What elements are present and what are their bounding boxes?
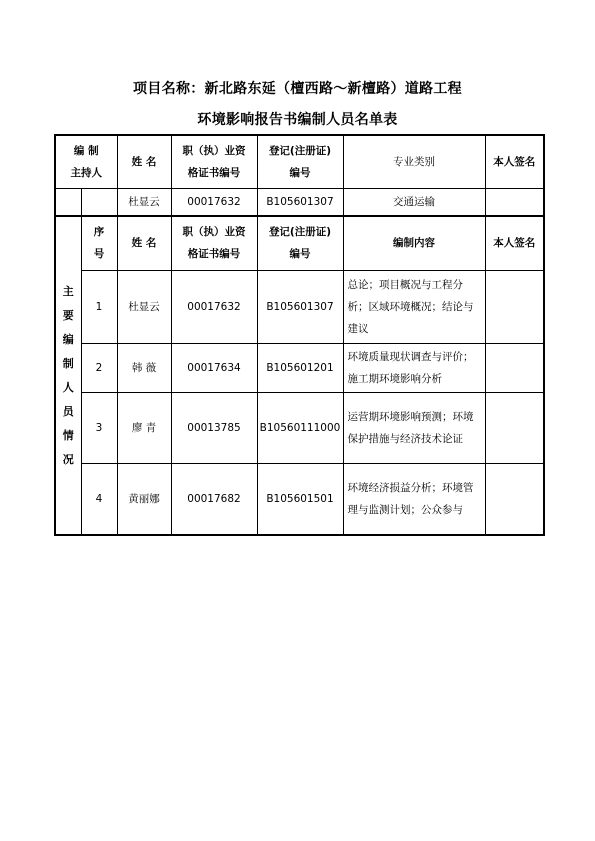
- host-signature: [485, 188, 544, 216]
- side-char: 人: [62, 380, 74, 394]
- staff-header-cert-line2: 格证书编号: [187, 248, 241, 261]
- staff-no: 1: [81, 270, 117, 343]
- staff-header-no: [81, 216, 117, 270]
- host-header-cert-line2: 格证书编号: [187, 166, 241, 179]
- staff-name: 廖 青: [117, 392, 171, 463]
- staff-header-no-line1: 序: [93, 226, 105, 239]
- staff-content: 环境质量现状调查与评价；施工期环境影响分析: [343, 343, 485, 392]
- staff-content: 环境经济损益分析；环境管理与监测计划；公众参与: [343, 463, 485, 535]
- staff-content: 运营期环境影响预测；环境保护措施与经济技术论证: [343, 392, 485, 463]
- side-char: 情: [62, 428, 74, 442]
- staff-name: 杜显云: [117, 270, 171, 343]
- staff-signature: [485, 463, 544, 535]
- table-row: [55, 392, 544, 463]
- host-header-reg: [257, 135, 343, 188]
- side-char: 主: [62, 284, 74, 298]
- host-label-line1: 编 制: [73, 144, 99, 157]
- staff-no: 3: [81, 392, 117, 463]
- host-header-reg-line1: 登记(注册证): [268, 144, 332, 157]
- staff-cert: 00017634: [171, 343, 257, 392]
- staff-cert: 00013785: [171, 392, 257, 463]
- staff-cert: 00017682: [171, 463, 257, 535]
- staff-header-reg: [257, 216, 343, 270]
- staff-content: 总论；项目概况与工程分析；区域环境概况；结论与建议: [343, 270, 485, 343]
- staff-signature: [485, 343, 544, 392]
- table-row: [55, 343, 544, 392]
- side-char: 况: [62, 452, 74, 466]
- staff-side-label: [55, 216, 81, 535]
- staff-no: 4: [81, 463, 117, 535]
- host-cert: 00017632: [171, 188, 257, 216]
- staff-no: 2: [81, 343, 117, 392]
- host-label-line2: 主持人: [70, 166, 102, 179]
- host-spacer-cell-2: [81, 188, 117, 216]
- table-row: [55, 463, 544, 535]
- host-spacer-cell: [55, 188, 81, 216]
- staff-cert: 00017632: [171, 270, 257, 343]
- staff-reg: B105601501: [257, 463, 343, 535]
- staff-header-no-line2: 号: [93, 248, 105, 261]
- host-specialty: 交通运输: [343, 188, 485, 216]
- staff-header-content: 编制内容: [343, 216, 485, 270]
- staff-signature: [485, 270, 544, 343]
- staff-reg: B10560111000: [257, 392, 343, 463]
- staff-header-reg-line1: 登记(注册证): [268, 226, 332, 239]
- staff-reg: B105601307: [257, 270, 343, 343]
- personnel-table: [54, 134, 545, 536]
- host-header-cert-line1: 职（执）业资: [182, 144, 246, 157]
- side-char: 员: [62, 404, 74, 418]
- staff-name: 韩 薇: [117, 343, 171, 392]
- host-header-name: 姓 名: [117, 135, 171, 188]
- side-char: 编: [62, 332, 74, 346]
- project-title: 项目名称：新北路东延（檀西路～新檀路）道路工程: [133, 81, 462, 97]
- staff-header-reg-line2: 编号: [289, 248, 311, 261]
- table-title: 环境影响报告书编制人员名单表: [197, 112, 398, 128]
- staff-name: 黄丽娜: [117, 463, 171, 535]
- staff-header-signature: 本人签名: [485, 216, 544, 270]
- host-reg: B105601307: [257, 188, 343, 216]
- host-header-specialty: 专业类别: [343, 135, 485, 188]
- staff-header-cert-line1: 职（执）业资: [182, 226, 246, 239]
- side-char: 要: [62, 308, 74, 322]
- staff-signature: [485, 392, 544, 463]
- staff-header-name: 姓 名: [117, 216, 171, 270]
- host-header-reg-line2: 编号: [289, 166, 311, 179]
- host-name: 杜显云: [117, 188, 171, 216]
- host-label-cell: [55, 135, 117, 188]
- staff-header-cert: [171, 216, 257, 270]
- host-header-cert: [171, 135, 257, 188]
- table-row: [55, 270, 544, 343]
- host-header-signature: 本人签名: [485, 135, 544, 188]
- staff-reg: B105601201: [257, 343, 343, 392]
- side-char: 制: [62, 356, 74, 370]
